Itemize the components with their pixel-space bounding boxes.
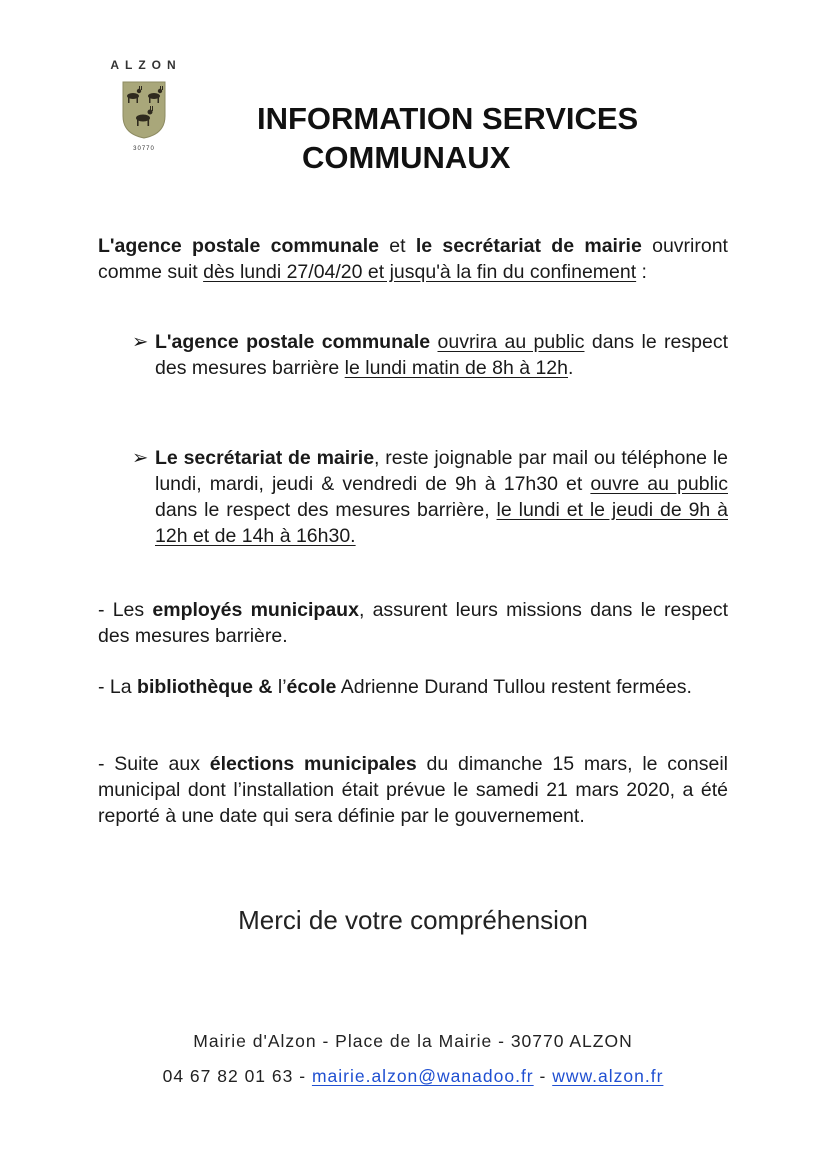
bullet-text [430,331,437,353]
intro-text: : [636,261,647,283]
page-title-line1: INFORMATION SERVICES [257,101,639,136]
bullet-arrow-icon: ➢ [132,447,149,469]
para-text: Adrienne Durand Tullou restent fermées. [336,676,692,698]
bullet-agence-postale [155,329,728,381]
thanks-message: Merci de votre compréhension [238,905,588,935]
bullet-underlined: ouvre au public [590,473,728,495]
footer-separator: - [533,1066,553,1086]
bullet-secretariat [155,445,728,549]
bullet-underlined: le lundi matin de 8h à 12h [344,357,568,379]
bullet-bold: Le secrétariat de mairie [155,447,375,469]
coat-of-arms-icon [121,80,167,140]
bullet-text: . [568,357,574,379]
para-bold: élections municipales [209,753,417,775]
bullet-text: dans le respect des mesures barrière, [155,499,497,521]
bullet-underlined: ouvrira au public [437,331,585,353]
employes-paragraph [98,597,728,649]
logo-zip: 30770 [133,146,155,152]
website-link[interactable]: www.alzon.fr [552,1066,664,1086]
footer-address: Mairie d'Alzon - Place de la Mairie - 30770 ALZON [193,1031,633,1051]
email-link[interactable]: mairie.alzon@wanadoo.fr [311,1066,534,1086]
para-text: , assurent leurs missions dans le respect des mesures barrière. [98,599,728,647]
intro-text: et [378,235,416,257]
para-text: - La [98,676,138,698]
intro-paragraph [98,233,728,285]
elections-paragraph [98,751,728,829]
footer-contact [0,1066,826,1087]
footer-phone: 04 67 82 01 63 [162,1066,294,1086]
para-bold: bibliothèque & [137,676,273,698]
bullet-underlined: le lundi et le jeudi de 9h à 12h et de 14h à 16h30. [155,499,728,547]
page-title-line2: COMMUNAUX [302,140,511,175]
bullet-text: dans le respect des mesures barrière [155,331,728,379]
bullet-text: , reste joignable par mail ou téléphone le lundi, mardi, jeudi & vendredi de 9h à 17h30 et [155,447,728,495]
para-bold: employés municipaux [152,599,359,621]
footer-separator: - [293,1066,312,1086]
para-bold: école [286,676,337,698]
bullet-bold: L'agence postale communale [155,331,431,353]
bullet-arrow-icon: ➢ [132,331,149,353]
para-text: l’ [272,676,287,698]
logo-name: ALZON [110,58,182,72]
para-text: - Suite aux [98,753,210,775]
para-text: du dimanche 15 mars, le conseil municipal dont l’installation était prévue le samedi 21 mars 2020, a été reporté à une date qui sera définie par le gouvernement. [98,753,729,827]
logo [96,58,192,152]
intro-agence: L'agence postale communale [98,235,379,257]
para-text: - Les [98,599,153,621]
intro-text: ouvriront comme suit [98,235,728,283]
bibliotheque-paragraph [98,674,728,700]
intro-secretariat: le secrétariat de mairie [415,235,642,257]
intro-period: dès lundi 27/04/20 et jusqu'à la fin du confinement [203,261,637,283]
